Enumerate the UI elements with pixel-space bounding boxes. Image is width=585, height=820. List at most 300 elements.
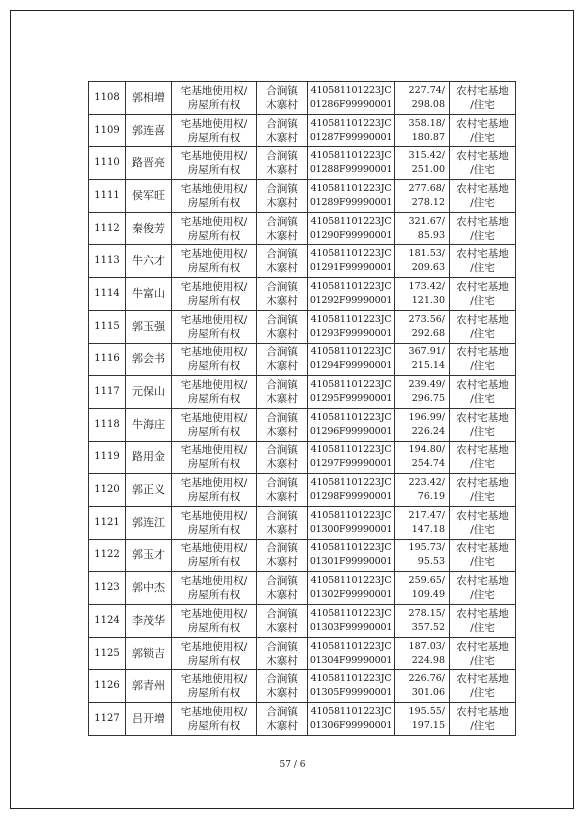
location-text: 合涧镇	[266, 150, 298, 163]
location-text: 合涧镇	[266, 117, 298, 130]
row-number-cell	[89, 703, 126, 736]
land-use-cell	[450, 343, 516, 376]
land-use-text: 农村宅基地	[456, 215, 509, 228]
right-type-cell	[172, 670, 257, 703]
location-text: 木寨村	[266, 491, 298, 504]
unit-code-text: 410581101223JC	[310, 280, 392, 292]
unit-code-cell	[308, 310, 395, 343]
location-cell	[257, 605, 308, 638]
location-text: 合涧镇	[266, 84, 298, 97]
right-type-cell	[172, 572, 257, 605]
unit-code-text: 410581101223JC	[310, 84, 392, 96]
unit-code-text: 01301F99990001	[309, 556, 393, 568]
location-text: 木寨村	[266, 196, 298, 209]
area-cell	[395, 408, 450, 441]
right-type-text: 房屋所有权	[187, 458, 241, 471]
owner-name-cell	[126, 703, 172, 736]
right-type-text: 宅基地使用权/	[180, 280, 248, 293]
location-text: 木寨村	[266, 262, 298, 275]
right-type-text: 房屋所有权	[187, 621, 241, 634]
right-type-text: 房屋所有权	[187, 196, 241, 209]
location-text: 木寨村	[266, 393, 298, 406]
unit-code-text: 410581101223JC	[310, 215, 392, 227]
land-use-text: 农村宅基地	[456, 182, 509, 195]
location-text: 木寨村	[266, 164, 298, 177]
right-type-text: 房屋所有权	[187, 360, 241, 373]
owner-name-text: 郭玉才	[132, 548, 165, 562]
right-type-text: 宅基地使用权/	[180, 509, 248, 522]
table-row	[89, 147, 516, 180]
land-use-cell	[450, 245, 516, 278]
land-use-cell	[450, 114, 516, 147]
right-type-cell	[172, 506, 257, 539]
unit-code-cell	[308, 245, 395, 278]
land-use-text: 农村宅基地	[456, 313, 509, 326]
owner-name-text: 吕开增	[132, 711, 165, 725]
row-number-text: 1114	[94, 287, 120, 299]
table-row	[89, 376, 516, 409]
row-number-text: 1124	[94, 614, 120, 626]
row-number-text: 1126	[94, 680, 120, 692]
page-number: 57 / 6	[279, 760, 306, 770]
right-type-cell	[172, 245, 257, 278]
right-type-cell	[172, 82, 257, 115]
right-type-text: 宅基地使用权/	[180, 248, 248, 261]
right-type-text: 宅基地使用权/	[180, 640, 248, 653]
location-cell	[257, 572, 308, 605]
area-text: 226.24	[411, 425, 445, 437]
land-use-cell	[450, 703, 516, 736]
owner-name-text: 牛海庄	[132, 417, 165, 431]
owner-name-cell	[126, 376, 172, 409]
row-number-cell	[89, 408, 126, 441]
unit-code-cell	[308, 82, 395, 115]
area-text: 277.68/	[408, 182, 445, 194]
right-type-text: 房屋所有权	[187, 229, 241, 242]
land-use-text: /住宅	[470, 621, 495, 634]
right-type-text: 房屋所有权	[187, 164, 241, 177]
right-type-cell	[172, 180, 257, 213]
right-type-cell	[172, 605, 257, 638]
right-type-text: 房屋所有权	[187, 262, 241, 275]
row-number-text: 1117	[94, 386, 120, 398]
row-number-cell	[89, 539, 126, 572]
owner-name-text: 牛六才	[132, 254, 165, 268]
table-row	[89, 605, 516, 638]
area-text: 109.49	[411, 589, 445, 601]
table-row	[89, 212, 516, 245]
right-type-cell	[172, 343, 257, 376]
land-use-text: 农村宅基地	[456, 607, 509, 620]
right-type-text: 房屋所有权	[187, 687, 241, 700]
area-text: 187.03/	[408, 640, 445, 652]
right-type-cell	[172, 278, 257, 311]
area-text: 227.74/	[408, 84, 445, 96]
table-row	[89, 474, 516, 507]
unit-code-cell	[308, 180, 395, 213]
location-text: 木寨村	[266, 654, 298, 667]
right-type-text: 宅基地使用权/	[180, 84, 248, 97]
row-number-text: 1120	[94, 484, 120, 496]
land-use-text: 农村宅基地	[456, 248, 509, 261]
row-number-text: 1116	[94, 353, 120, 365]
area-cell	[395, 572, 450, 605]
table-row	[89, 180, 516, 213]
land-use-text: 农村宅基地	[456, 117, 509, 130]
area-text: 209.63	[411, 262, 445, 274]
row-number-text: 1123	[94, 582, 120, 594]
land-use-text: 农村宅基地	[456, 509, 509, 522]
owner-name-cell	[126, 408, 172, 441]
row-number-cell	[89, 670, 126, 703]
location-cell	[257, 670, 308, 703]
location-cell	[257, 637, 308, 670]
row-number-cell	[89, 147, 126, 180]
land-use-cell	[450, 82, 516, 115]
unit-code-text: 410581101223JC	[310, 542, 392, 554]
land-use-text: 农村宅基地	[456, 444, 509, 457]
unit-code-text: 01296F99990001	[309, 425, 393, 437]
right-type-cell	[172, 147, 257, 180]
owner-name-cell	[126, 180, 172, 213]
area-cell	[395, 147, 450, 180]
unit-code-cell	[308, 376, 395, 409]
location-text: 木寨村	[266, 621, 298, 634]
unit-code-cell	[308, 408, 395, 441]
land-use-cell	[450, 474, 516, 507]
owner-name-cell	[126, 114, 172, 147]
land-use-text: 农村宅基地	[456, 346, 509, 359]
unit-code-text: 01294F99990001	[309, 360, 393, 372]
land-use-cell	[450, 212, 516, 245]
land-use-text: 农村宅基地	[456, 379, 509, 392]
right-type-cell	[172, 539, 257, 572]
area-text: 278.12	[411, 196, 445, 208]
owner-name-cell	[126, 147, 172, 180]
area-cell	[395, 180, 450, 213]
owner-name-cell	[126, 539, 172, 572]
area-cell	[395, 278, 450, 311]
area-cell	[395, 506, 450, 539]
table-row	[89, 539, 516, 572]
right-type-text: 宅基地使用权/	[180, 542, 248, 555]
location-text: 木寨村	[266, 719, 298, 732]
area-text: 254.74	[411, 458, 445, 470]
table-row	[89, 408, 516, 441]
land-use-text: 农村宅基地	[456, 477, 509, 490]
owner-name-cell	[126, 572, 172, 605]
location-text: 木寨村	[266, 327, 298, 340]
right-type-text: 宅基地使用权/	[180, 215, 248, 228]
unit-code-cell	[308, 539, 395, 572]
location-text: 合涧镇	[266, 182, 298, 195]
table-row	[89, 637, 516, 670]
right-type-cell	[172, 114, 257, 147]
row-number-cell	[89, 376, 126, 409]
unit-code-text: 01300F99990001	[309, 523, 393, 535]
land-use-cell	[450, 605, 516, 638]
land-use-text: /住宅	[470, 98, 495, 111]
area-cell	[395, 245, 450, 278]
location-cell	[257, 539, 308, 572]
area-cell	[395, 605, 450, 638]
location-text: 木寨村	[266, 425, 298, 438]
area-cell	[395, 343, 450, 376]
owner-name-cell	[126, 278, 172, 311]
owner-name-text: 郭连喜	[132, 123, 165, 137]
right-type-text: 宅基地使用权/	[180, 411, 248, 424]
location-text: 合涧镇	[266, 248, 298, 261]
location-text: 合涧镇	[266, 313, 298, 326]
unit-code-cell	[308, 474, 395, 507]
right-type-cell	[172, 212, 257, 245]
unit-code-cell	[308, 670, 395, 703]
area-text: 196.99/	[408, 411, 445, 423]
owner-name-cell	[126, 637, 172, 670]
location-text: 木寨村	[266, 360, 298, 373]
location-cell	[257, 180, 308, 213]
area-text: 180.87	[411, 131, 445, 143]
location-text: 合涧镇	[266, 444, 298, 457]
area-text: 121.30	[411, 294, 445, 306]
unit-code-cell	[308, 506, 395, 539]
land-use-text: /住宅	[470, 196, 495, 209]
owner-name-cell	[126, 605, 172, 638]
location-cell	[257, 114, 308, 147]
right-type-text: 宅基地使用权/	[180, 150, 248, 163]
table-row	[89, 343, 516, 376]
row-number-cell	[89, 572, 126, 605]
unit-code-text: 410581101223JC	[310, 379, 392, 391]
row-number-text: 1109	[94, 124, 120, 136]
table-row	[89, 703, 516, 736]
owner-name-cell	[126, 441, 172, 474]
location-text: 合涧镇	[266, 477, 298, 490]
area-text: 301.06	[411, 687, 445, 699]
land-use-cell	[450, 278, 516, 311]
unit-code-cell	[308, 605, 395, 638]
location-cell	[257, 474, 308, 507]
unit-code-cell	[308, 343, 395, 376]
table-row	[89, 278, 516, 311]
area-cell	[395, 539, 450, 572]
right-type-text: 宅基地使用权/	[180, 379, 248, 392]
land-use-cell	[450, 408, 516, 441]
row-number-text: 1115	[94, 320, 120, 332]
owner-name-text: 李茂华	[132, 613, 165, 627]
right-type-text: 房屋所有权	[187, 327, 241, 340]
location-cell	[257, 212, 308, 245]
unit-code-text: 01295F99990001	[309, 393, 393, 405]
area-text: 195.73/	[408, 542, 445, 554]
area-text: 357.52	[411, 621, 445, 633]
unit-code-text: 410581101223JC	[310, 607, 392, 619]
land-use-text: /住宅	[470, 393, 495, 406]
area-cell	[395, 474, 450, 507]
land-use-cell	[450, 376, 516, 409]
area-text: 85.93	[417, 229, 445, 241]
land-use-text: 农村宅基地	[456, 673, 509, 686]
row-number-cell	[89, 82, 126, 115]
unit-code-text: 410581101223JC	[310, 575, 392, 587]
unit-code-text: 01288F99990001	[309, 164, 393, 176]
area-text: 223.42/	[408, 477, 445, 489]
right-type-text: 宅基地使用权/	[180, 673, 248, 686]
owner-name-cell	[126, 506, 172, 539]
land-use-text: /住宅	[470, 589, 495, 602]
unit-code-cell	[308, 637, 395, 670]
owner-name-cell	[126, 82, 172, 115]
row-number-text: 1125	[94, 647, 120, 659]
location-cell	[257, 441, 308, 474]
right-type-text: 宅基地使用权/	[180, 117, 248, 130]
land-use-cell	[450, 180, 516, 213]
unit-code-cell	[308, 114, 395, 147]
row-number-text: 1110	[94, 157, 120, 169]
row-number-text: 1119	[94, 451, 120, 463]
location-text: 木寨村	[266, 589, 298, 602]
unit-code-text: 410581101223JC	[310, 673, 392, 685]
owner-name-text: 牛富山	[132, 286, 165, 300]
location-text: 木寨村	[266, 687, 298, 700]
unit-code-cell	[308, 278, 395, 311]
row-number-cell	[89, 343, 126, 376]
land-use-text: /住宅	[470, 523, 495, 536]
row-number-text: 1127	[94, 712, 120, 724]
area-text: 226.76/	[408, 673, 445, 685]
area-text: 273.56/	[408, 313, 445, 325]
owner-name-cell	[126, 670, 172, 703]
location-text: 木寨村	[266, 294, 298, 307]
table-row	[89, 114, 516, 147]
unit-code-text: 01287F99990001	[309, 131, 393, 143]
unit-code-text: 01304F99990001	[309, 654, 393, 666]
location-text: 合涧镇	[266, 705, 298, 718]
land-use-cell	[450, 506, 516, 539]
land-use-text: /住宅	[470, 491, 495, 504]
unit-code-cell	[308, 572, 395, 605]
owner-name-text: 路用金	[132, 450, 165, 464]
land-use-text: 农村宅基地	[456, 84, 509, 97]
owner-name-cell	[126, 310, 172, 343]
area-text: 315.42/	[408, 150, 445, 162]
unit-code-text: 01305F99990001	[309, 687, 393, 699]
unit-code-text: 410581101223JC	[310, 150, 392, 162]
land-use-text: /住宅	[470, 425, 495, 438]
land-use-text: /住宅	[470, 164, 495, 177]
land-use-text: 农村宅基地	[456, 150, 509, 163]
unit-code-text: 01293F99990001	[309, 327, 393, 339]
location-text: 合涧镇	[266, 640, 298, 653]
unit-code-text: 410581101223JC	[310, 509, 392, 521]
right-type-text: 宅基地使用权/	[180, 182, 248, 195]
unit-code-cell	[308, 147, 395, 180]
area-text: 292.68	[411, 327, 445, 339]
row-number-cell	[89, 506, 126, 539]
unit-code-text: 410581101223JC	[310, 444, 392, 456]
owner-name-text: 郭中杰	[132, 581, 165, 595]
owner-name-text: 路晋亮	[132, 156, 165, 170]
unit-code-text: 410581101223JC	[310, 313, 392, 325]
location-text: 木寨村	[266, 458, 298, 471]
owner-name-text: 郭连江	[132, 515, 165, 529]
unit-code-text: 410581101223JC	[310, 477, 392, 489]
row-number-cell	[89, 278, 126, 311]
right-type-cell	[172, 637, 257, 670]
land-use-cell	[450, 147, 516, 180]
row-number-cell	[89, 637, 126, 670]
right-type-text: 宅基地使用权/	[180, 477, 248, 490]
unit-code-cell	[308, 703, 395, 736]
land-use-cell	[450, 441, 516, 474]
table-row	[89, 441, 516, 474]
owner-name-text: 郭会书	[132, 352, 165, 366]
owner-name-cell	[126, 212, 172, 245]
location-text: 合涧镇	[266, 346, 298, 359]
right-type-text: 房屋所有权	[187, 294, 241, 307]
right-type-text: 房屋所有权	[187, 719, 241, 732]
owner-name-text: 郭玉强	[132, 319, 165, 333]
land-use-text: /住宅	[470, 229, 495, 242]
unit-code-text: 01286F99990001	[309, 98, 393, 110]
area-cell	[395, 703, 450, 736]
land-use-text: /住宅	[470, 360, 495, 373]
location-text: 合涧镇	[266, 542, 298, 555]
area-text: 95.53	[417, 556, 445, 568]
location-text: 木寨村	[266, 131, 298, 144]
table-body	[89, 82, 516, 736]
right-type-cell	[172, 474, 257, 507]
area-text: 217.47/	[408, 509, 445, 521]
row-number-cell	[89, 114, 126, 147]
owner-name-cell	[126, 474, 172, 507]
area-text: 278.15/	[408, 607, 445, 619]
land-use-text: /住宅	[470, 327, 495, 340]
area-text: 197.15	[411, 719, 445, 731]
right-type-text: 宅基地使用权/	[180, 705, 248, 718]
right-type-cell	[172, 310, 257, 343]
unit-code-text: 01290F99990001	[309, 229, 393, 241]
unit-code-text: 01297F99990001	[309, 458, 393, 470]
location-cell	[257, 278, 308, 311]
location-cell	[257, 147, 308, 180]
land-use-cell	[450, 310, 516, 343]
area-cell	[395, 670, 450, 703]
unit-code-text: 01289F99990001	[309, 196, 393, 208]
unit-code-text: 410581101223JC	[310, 346, 392, 358]
location-text: 合涧镇	[266, 411, 298, 424]
location-text: 合涧镇	[266, 215, 298, 228]
area-text: 195.55/	[408, 705, 445, 717]
location-cell	[257, 310, 308, 343]
unit-code-text: 410581101223JC	[310, 117, 392, 129]
land-use-text: /住宅	[470, 556, 495, 569]
land-use-cell	[450, 637, 516, 670]
land-use-text: /住宅	[470, 687, 495, 700]
right-type-text: 宅基地使用权/	[180, 444, 248, 457]
land-use-text: /住宅	[470, 262, 495, 275]
unit-code-text: 01298F99990001	[309, 491, 393, 503]
area-text: 147.18	[411, 523, 445, 535]
area-text: 259.65/	[408, 575, 445, 587]
right-type-text: 房屋所有权	[187, 589, 241, 602]
area-text: 298.08	[411, 98, 445, 110]
location-text: 木寨村	[266, 229, 298, 242]
table-row	[89, 82, 516, 115]
land-use-cell	[450, 572, 516, 605]
row-number-text: 1108	[94, 91, 120, 103]
owner-name-text: 郭相增	[132, 90, 165, 104]
